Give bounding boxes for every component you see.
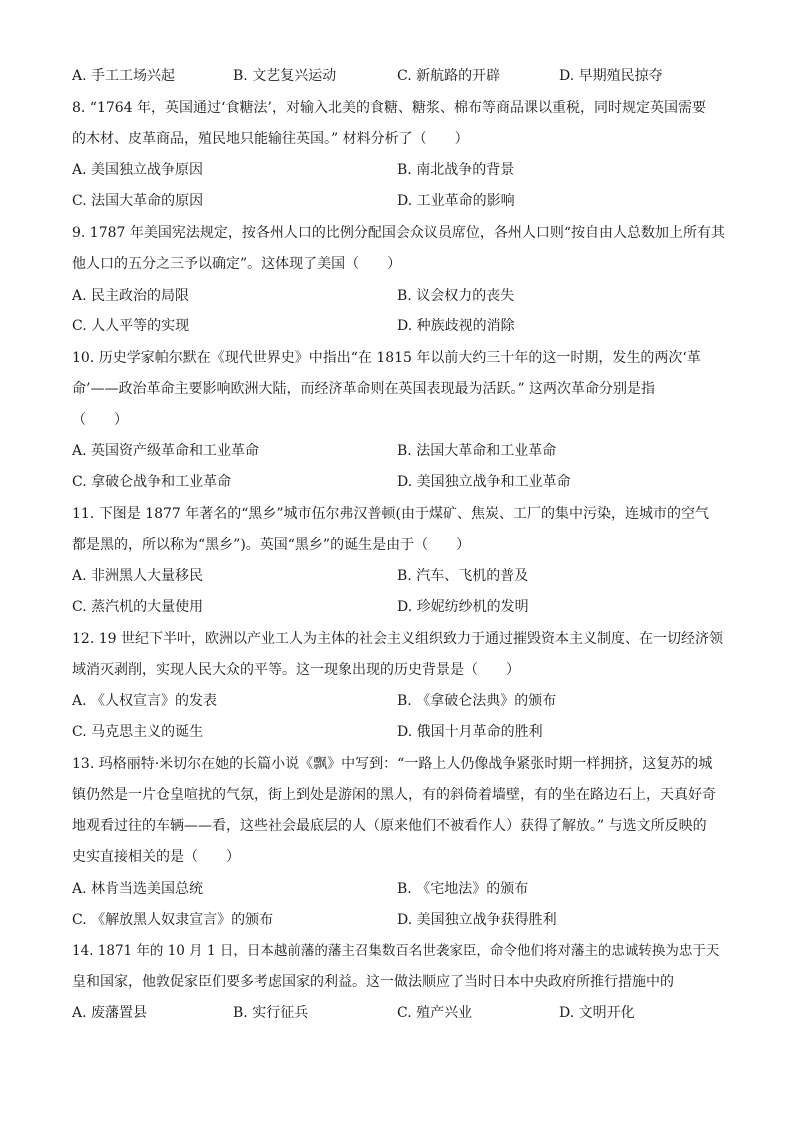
q12-option-c[interactable]: C. 马克思主义的诞生 bbox=[72, 724, 204, 740]
q11-stem-line-1: 11. 下图是 1877 年著名的“黑乡”城市伍尔弗汉普顿(由于煤矿、焦炭、工厂的集中污染，连城市的空气 bbox=[72, 506, 710, 522]
q11-stem-line-2: 都是黑的，所以称为“黑乡”)。英国“黑乡”的诞生是由于（ ） bbox=[72, 537, 471, 553]
q14-option-a[interactable]: A. 废藩置县 bbox=[72, 1005, 148, 1021]
q13-stem-line-1: 13. 玛格丽特·米切尔在她的长篇小说《飘》中写到：“一路上人仍像战争紧张时期一样拥挤，这复苏的城 bbox=[72, 756, 713, 772]
q11-option-a[interactable]: A. 非洲黑人大量移民 bbox=[72, 568, 204, 584]
q14-option-c[interactable]: C. 殖产兴业 bbox=[397, 1005, 473, 1021]
q11-option-c[interactable]: C. 蒸汽机的大量使用 bbox=[72, 599, 204, 615]
q12-option-d[interactable]: D. 俄国十月革命的胜利 bbox=[397, 724, 543, 740]
q8-stem-line-1: 8. “1764 年，英国通过‘食糖法’，对输入北美的食糖、糖浆、棉布等商品课以重税，同时规定英国需要 bbox=[72, 100, 706, 116]
q9-option-d[interactable]: D. 种族歧视的消除 bbox=[397, 318, 515, 334]
q14-stem-line-2: 皇和国家，他敦促家臣们要多考虑国家的利益。这一做法顺应了当时日本中央政府所推行措施中的 bbox=[72, 974, 674, 990]
q9-stem-line-2: 他人口的五分之三予以确定”。这体现了美国（ ） bbox=[72, 256, 402, 272]
q13-option-a[interactable]: A. 林肯当选美国总统 bbox=[72, 881, 204, 897]
q8-option-b[interactable]: B. 南北战争的背景 bbox=[397, 162, 515, 178]
q14-option-d[interactable]: D. 文明开化 bbox=[559, 1005, 635, 1021]
q10-stem-line-2: 命’——政治革命主要影响欧洲大陆，而经济革命则在英国表现最为活跃。” 这两次革命分别是指 bbox=[72, 381, 656, 397]
q13-option-b[interactable]: B. 《宅地法》的颁布 bbox=[397, 881, 529, 897]
q13-stem-line-2: 镇仍然是一片仓皇喧扰的气氛，街上到处是游闲的黑人，有的斜倚着墙壁，有的坐在路边石上，天真好奇 bbox=[72, 787, 716, 803]
q10-option-d[interactable]: D. 美国独立战争和工业革命 bbox=[397, 474, 571, 490]
q12-option-a[interactable]: A. 《人权宣言》的发表 bbox=[72, 693, 218, 709]
q12-option-b[interactable]: B. 《拿破仑法典》的颁布 bbox=[397, 693, 557, 709]
q8-option-d[interactable]: D. 工业革命的影响 bbox=[397, 193, 515, 209]
q7-option-a[interactable]: A. 手工工场兴起 bbox=[72, 68, 176, 84]
q10-option-a[interactable]: A. 英国资产级革命和工业革命 bbox=[72, 443, 260, 459]
q13-stem-line-4: 史实直接相关的是（ ） bbox=[72, 849, 240, 865]
q8-stem-line-2: 的木材、皮革商品，殖民地只能输往英国。” 材料分析了（ ） bbox=[72, 131, 469, 147]
q7-option-c[interactable]: C. 新航路的开辟 bbox=[397, 68, 501, 84]
q7-option-d[interactable]: D. 早期殖民掠夺 bbox=[559, 68, 663, 84]
q7-option-b[interactable]: B. 文艺复兴运动 bbox=[233, 68, 337, 84]
q10-stem-line-1: 10. 历史学家帕尔默在《现代世界史》中指出“在 1815 年以前大约三十年的这一时期，发生的两次‘革 bbox=[72, 350, 701, 366]
q10-option-b[interactable]: B. 法国大革命和工业革命 bbox=[397, 443, 557, 459]
q12-stem-line-2: 域消灭剥削，实现人民大众的平等。这一现象出现的历史背景是（ ） bbox=[72, 662, 520, 678]
q8-option-a[interactable]: A. 美国独立战争原因 bbox=[72, 162, 204, 178]
q9-option-c[interactable]: C. 人人平等的实现 bbox=[72, 318, 190, 334]
q8-option-c[interactable]: C. 法国大革命的原因 bbox=[72, 193, 204, 209]
q10-stem-line-3: （ ） bbox=[72, 412, 128, 428]
q11-option-d[interactable]: D. 珍妮纺纱机的发明 bbox=[397, 599, 529, 615]
q14-stem-line-1: 14. 1871 年的 10 月 1 日，日本越前藩的藩主召集数百名世袭家臣，命令他们将对藩主的忠诚转换为忠于天 bbox=[72, 943, 720, 959]
q12-stem-line-1: 12. 19 世纪下半叶，欧洲以产业工人为主体的社会主义组织致力于通过摧毁资本主义制度、在一切经济领 bbox=[72, 631, 723, 647]
q10-option-c[interactable]: C. 拿破仑战争和工业革命 bbox=[72, 474, 232, 490]
q14-option-b[interactable]: B. 实行征兵 bbox=[233, 1005, 309, 1021]
q9-option-a[interactable]: A. 民主政治的局限 bbox=[72, 288, 190, 304]
q13-stem-line-3: 地观看过往的车辆——看，这些社会最底层的人（原来他们不被看作人）获得了解放。” 与选文所反映的 bbox=[72, 818, 707, 834]
q9-option-b[interactable]: B. 议会权力的丧失 bbox=[397, 288, 515, 304]
q11-option-b[interactable]: B. 汽车、飞机的普及 bbox=[397, 568, 529, 584]
q13-option-d[interactable]: D. 美国独立战争获得胜利 bbox=[397, 912, 557, 928]
q13-option-c[interactable]: C. 《解放黑人奴隶宣言》的颁布 bbox=[72, 912, 274, 928]
q9-stem-line-1: 9. 1787 年美国宪法规定，按各州人口的比例分配国会众议员席位，各州人口则“按自由人总数加上所有其 bbox=[72, 225, 726, 241]
